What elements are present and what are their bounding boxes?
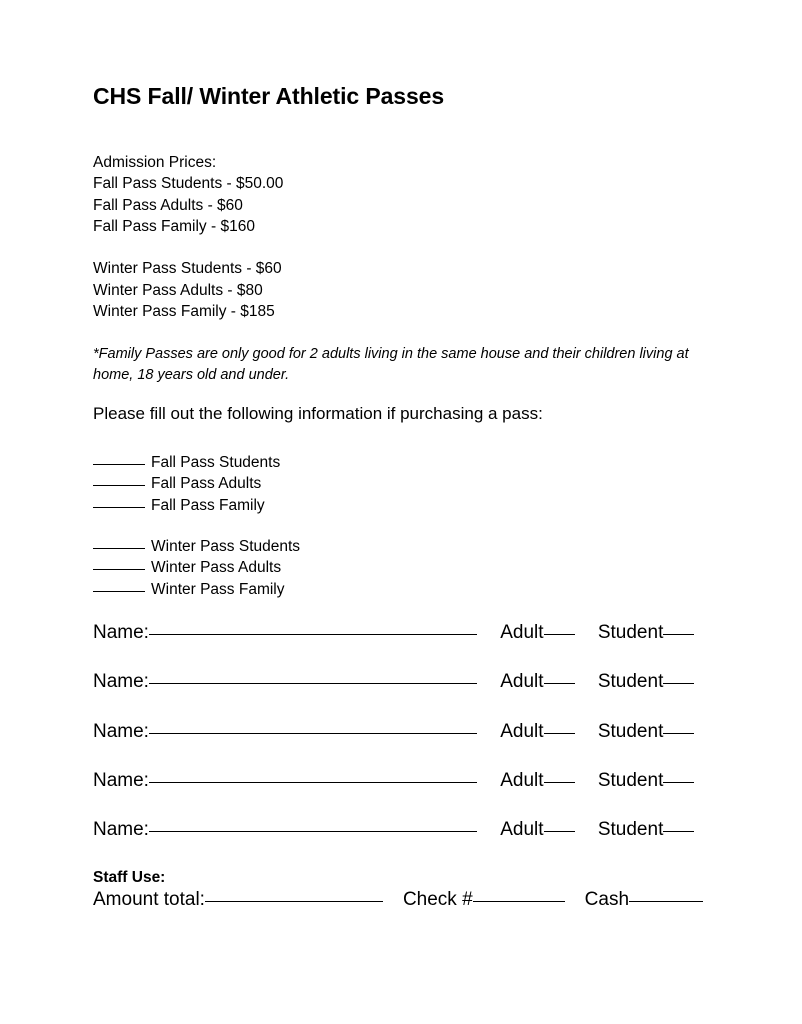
name-label: Name:: [93, 720, 149, 742]
quantity-row-label: Winter Pass Family: [151, 580, 285, 598]
quantity-blank-line[interactable]: [93, 464, 145, 465]
student-label: Student: [597, 671, 664, 693]
name-input-line[interactable]: [149, 683, 477, 684]
adult-input-line[interactable]: [544, 634, 575, 635]
amount-total-label: Amount total:: [93, 889, 205, 910]
student-label: Student: [597, 622, 664, 643]
quantity-blank-line[interactable]: [93, 591, 145, 592]
student-input-line[interactable]: [663, 634, 694, 635]
adult-label: Adult: [500, 819, 544, 841]
name-label: Name:: [93, 671, 149, 693]
quantity-row-winter-family[interactable]: [93, 579, 300, 600]
name-input-line[interactable]: [149, 782, 477, 783]
adult-checkbox-group[interactable]: [500, 622, 574, 644]
adult-checkbox-group[interactable]: [500, 819, 574, 841]
admission-prices-heading: Admission Prices:: [93, 154, 217, 171]
student-checkbox-group[interactable]: [598, 721, 695, 743]
quantity-blank-line[interactable]: [93, 548, 145, 549]
staff-use-heading: Staff Use:: [93, 869, 166, 886]
adult-input-line[interactable]: [544, 733, 575, 734]
staff-use-line: [93, 889, 703, 911]
amount-total-input-line[interactable]: [205, 901, 383, 902]
quantity-row-winter-students[interactable]: [93, 536, 300, 557]
name-entry-rows: [93, 622, 733, 868]
quantity-row-label: Winter Pass Adults: [151, 559, 282, 577]
table-row[interactable]: [93, 819, 733, 868]
fall-price-family: Fall Pass Family - $160: [93, 217, 255, 235]
adult-label: Adult: [500, 769, 544, 791]
name-input-line[interactable]: [149, 831, 477, 832]
student-label: Student: [597, 819, 664, 841]
adult-label: Adult: [500, 720, 544, 742]
adult-checkbox-group[interactable]: [500, 671, 574, 693]
student-label: Student: [597, 720, 664, 742]
student-checkbox-group[interactable]: [598, 770, 695, 792]
cash-label: Cash: [584, 889, 630, 910]
quantity-blank-line[interactable]: [93, 485, 145, 486]
student-checkbox-group[interactable]: [598, 622, 695, 644]
winter-price-adults: Winter Pass Adults - $80: [93, 281, 263, 299]
winter-price-students: Winter Pass Students - $60: [93, 260, 282, 278]
student-label: Student: [597, 769, 664, 791]
winter-price-family: Winter Pass Family - $185: [93, 303, 275, 321]
winter-pass-quantity-list: [93, 536, 300, 600]
table-row[interactable]: [93, 622, 733, 671]
name-label: Name:: [93, 769, 149, 791]
adult-input-line[interactable]: [544, 831, 575, 832]
adult-label: Adult: [500, 671, 544, 693]
adult-input-line[interactable]: [544, 782, 575, 783]
price-block-spacer: [93, 237, 283, 258]
fill-out-instruction: Please fill out the following information if purchasing a pass:: [93, 404, 543, 423]
quantity-blank-line[interactable]: [93, 569, 145, 570]
student-input-line[interactable]: [663, 733, 694, 734]
table-row[interactable]: [93, 770, 733, 819]
fall-price-adults: Fall Pass Adults - $60: [93, 196, 243, 214]
quantity-row-label: Winter Pass Students: [151, 538, 301, 555]
adult-label: Adult: [500, 622, 544, 643]
quantity-row-label: Fall Pass Adults: [151, 475, 262, 493]
quantity-row-fall-students[interactable]: [93, 452, 280, 473]
fall-pass-quantity-list: [93, 452, 280, 516]
name-input-line[interactable]: [149, 634, 477, 635]
quantity-row-fall-family[interactable]: [93, 495, 280, 516]
student-checkbox-group[interactable]: [598, 671, 695, 693]
name-label: Name:: [93, 622, 149, 643]
adult-input-line[interactable]: [544, 683, 575, 684]
name-input-line[interactable]: [149, 733, 477, 734]
student-input-line[interactable]: [663, 831, 694, 832]
student-input-line[interactable]: [663, 683, 694, 684]
table-row[interactable]: [93, 721, 733, 770]
check-number-label: Check #: [402, 889, 473, 910]
quantity-row-label: Fall Pass Family: [151, 496, 265, 514]
table-row[interactable]: [93, 671, 733, 720]
adult-checkbox-group[interactable]: [500, 770, 574, 792]
quantity-row-label: Fall Pass Students: [151, 454, 281, 471]
admission-prices-block: [93, 152, 283, 322]
quantity-row-fall-adults[interactable]: [93, 473, 280, 494]
fall-price-students: Fall Pass Students - $50.00: [93, 175, 284, 193]
student-input-line[interactable]: [663, 782, 694, 783]
page-title: CHS Fall/ Winter Athletic Passes: [93, 83, 445, 109]
cash-input-line[interactable]: [629, 901, 703, 902]
student-checkbox-group[interactable]: [598, 819, 695, 841]
quantity-row-winter-adults[interactable]: [93, 557, 300, 578]
check-number-input-line[interactable]: [473, 901, 565, 902]
quantity-blank-line[interactable]: [93, 507, 145, 508]
adult-checkbox-group[interactable]: [500, 721, 574, 743]
family-pass-note: *Family Passes are only good for 2 adults living in the same house and their children living at home, 18 years old and under.: [93, 346, 689, 383]
name-label: Name:: [93, 819, 149, 841]
